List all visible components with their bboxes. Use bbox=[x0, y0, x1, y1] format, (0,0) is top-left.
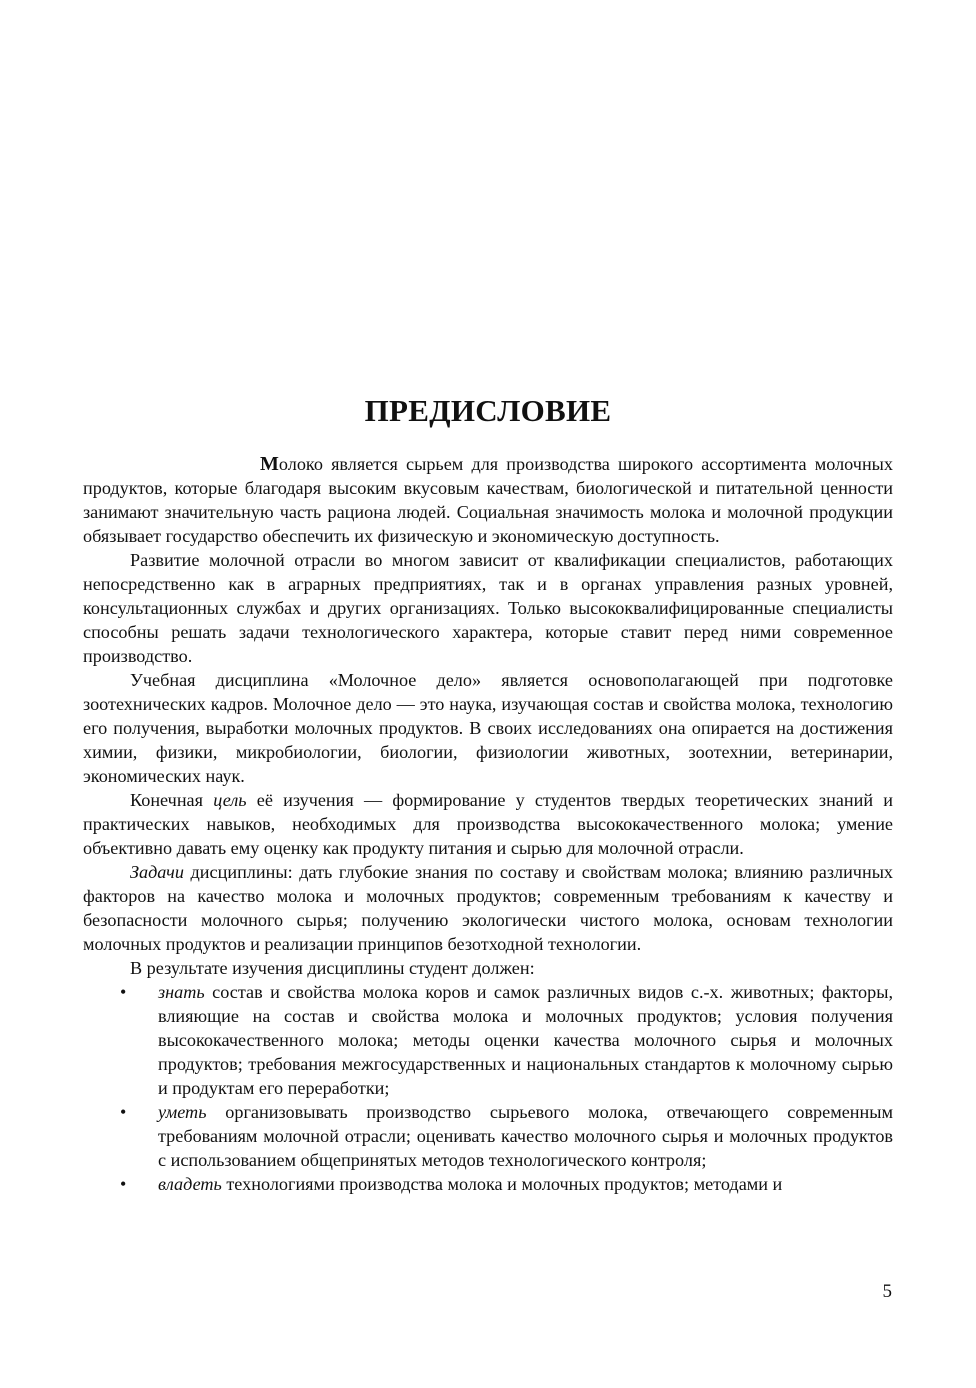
page-title: ПРЕДИСЛОВИЕ bbox=[364, 392, 612, 428]
tasks-text: дисциплины: дать глубокие знания по составу и свойствам молока; влиянию различных факторов на качество молока и молочных продуктов; современным требованиям к качеству и безопасности молочного сырья; получению экологически чистого молока, основам технологии молочных продуктов и реализации принципов безотходной технологии. bbox=[83, 862, 894, 954]
list-item-emphasis: знать bbox=[158, 982, 205, 1002]
preface-body bbox=[83, 452, 893, 1196]
goal-emphasis: цель bbox=[213, 790, 247, 810]
paragraph-intro-text: олоко является сырьем для производства широкого ассортимента молочных продуктов, которые благодаря высоким вкусовым качествам, биологической и питательной ценности занимают значительную часть рациона людей. Социальная значимость молока и молочной продукции обязывает государство обеспечить их физическую и экономическую доступность. bbox=[83, 454, 893, 546]
list-item-emphasis: уметь bbox=[158, 1102, 207, 1122]
list-item-emphasis: владеть bbox=[158, 1174, 222, 1194]
bullet-icon: • bbox=[120, 982, 127, 1002]
goal-lead: Конечная bbox=[130, 790, 203, 810]
outcomes-list bbox=[83, 980, 893, 1196]
drop-letter: М bbox=[260, 453, 279, 475]
list-item-text: технологиями производства молока и молочных продуктов; методами и bbox=[226, 1174, 783, 1194]
paragraph-result: В результате изучения дисциплины студент должен: bbox=[130, 958, 535, 978]
paragraph-intro bbox=[83, 452, 893, 548]
page-number: 5 bbox=[882, 1281, 892, 1302]
paragraph-discipline: Учебная дисциплина «Молочное дело» является основополагающей при подготовке зоотехнических кадров. Молочное дело — это наука, изучающая состав и свойства молока, технологию его получения, выработки молочных продуктов. В своих исследованиях она опирается на достижения химии, физики, микробиологии, биологии, физиологии животных, зоотехнии, ветеринарии, экономических наук. bbox=[83, 670, 893, 786]
tasks-emphasis: Задачи bbox=[130, 862, 184, 882]
bullet-icon: • bbox=[120, 1174, 127, 1194]
list-item-text: организовывать производство сырьевого молока, отвечающего современным требованиям молочной отрасли; оценивать качество молочного сырья и молочных продуктов с использованием общепринятых методов технологического контроля; bbox=[158, 1102, 894, 1170]
list-item bbox=[83, 1100, 893, 1172]
paragraph-goal bbox=[83, 788, 893, 860]
paragraph-development: Развитие молочной отрасли во многом зависит от квалификации специалистов, работающих непосредственно как в аграрных предприятиях, так и в органах управления разных уровней, консультационных службах и других организациях. Только высококвалифицированные специалисты способны решать задачи технологического характера, которые ставит перед ними современное производство. bbox=[83, 550, 893, 666]
bullet-icon: • bbox=[120, 1102, 127, 1122]
list-item bbox=[83, 980, 893, 1100]
list-item bbox=[83, 1172, 893, 1196]
paragraph-tasks bbox=[83, 860, 893, 956]
goal-text: её изучения — формирование у студентов твердых теоретических знаний и практических навыков, необходимых для производства высококачественного молока; умение объективно давать ему оценку как продукту питания и сырью для молочной отрасли. bbox=[83, 790, 893, 858]
list-item-text: состав и свойства молока коров и самок различных видов с.-х. животных; факторы, влияющие на состав и свойства молока и молочных продуктов; условия получения высококачественного молока; методы оценки качества молочного сырья и молочных продуктов; требования межгосударственных и национальных стандартов к молочному сырью и продуктам его переработки; bbox=[158, 982, 893, 1098]
